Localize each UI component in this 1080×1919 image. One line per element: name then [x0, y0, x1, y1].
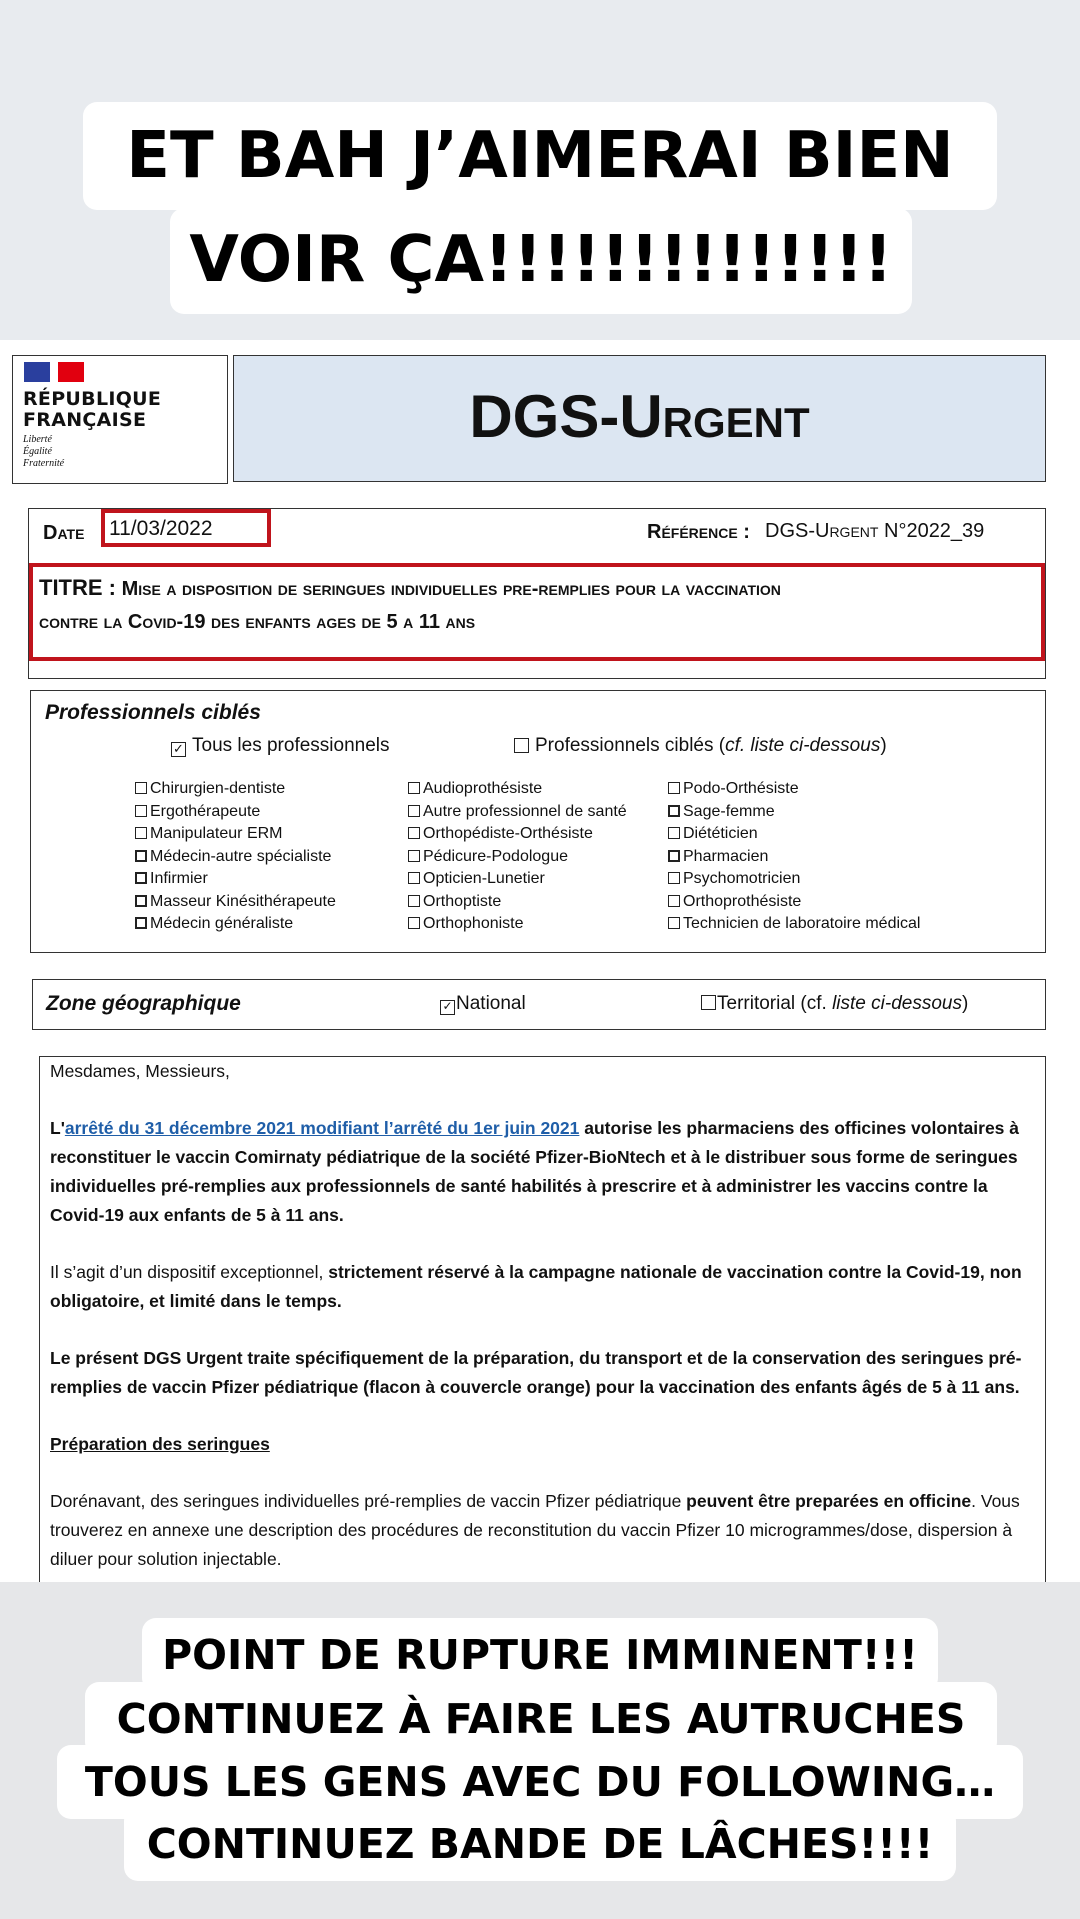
professionnels-box: [30, 690, 1046, 953]
checkbox-checked-icon[interactable]: ✓: [171, 742, 186, 757]
title-label: TITRE :: [39, 575, 116, 600]
checkbox-icon[interactable]: [135, 895, 147, 907]
profession-item[interactable]: Diététicien: [668, 825, 920, 848]
flag-icon: [24, 362, 84, 382]
profession-item[interactable]: Médecin généraliste: [135, 915, 336, 938]
header-title: DGS-Urgent: [469, 383, 810, 450]
checkbox-icon[interactable]: [408, 872, 420, 884]
checkbox-icon[interactable]: [514, 738, 529, 753]
logo-motto-1: Liberté: [23, 434, 52, 445]
logo-motto-3: Fraternité: [23, 458, 65, 469]
checkbox-icon[interactable]: [668, 782, 680, 794]
salutation: Mesdames, Messieurs,: [50, 1061, 230, 1081]
top-caption-line-2: VOIR ÇA!!!!!!!!!!!!!!: [170, 208, 912, 314]
checkbox-icon[interactable]: [668, 805, 680, 817]
checkbox-icon[interactable]: [408, 895, 420, 907]
bottom-caption-line-4: CONTINUEZ BANDE DE LÂCHES!!!!: [124, 1807, 956, 1881]
zone-territorial-italic: liste ci-dessous: [832, 993, 962, 1014]
profession-item[interactable]: Chirurgien-dentiste: [135, 780, 336, 803]
professionals-column-1: [135, 780, 336, 938]
zone-heading: Zone géographique: [46, 992, 241, 1015]
profession-item[interactable]: Podo-Orthésiste: [668, 780, 920, 803]
checkbox-checked-icon[interactable]: ✓: [440, 1000, 455, 1015]
zone-national-label: National: [456, 993, 526, 1014]
option-targeted-label: Professionnels ciblés (: [535, 735, 726, 756]
checkbox-icon[interactable]: [408, 782, 420, 794]
meta-box: [28, 508, 1046, 679]
checkbox-icon[interactable]: [135, 805, 147, 817]
checkbox-icon[interactable]: [408, 827, 420, 839]
option-targeted-italic: cf. liste ci-dessous: [725, 735, 881, 756]
date-label: Date: [43, 522, 85, 544]
arrete-link[interactable]: arrêté du 31 décembre 2021 modifiant l’arrêté du 1er juin 2021: [64, 1118, 580, 1138]
bottom-caption-area: [0, 1582, 1080, 1919]
paragraph-4: Dorénavant, des seringues individuelles pré-remplies de vaccin Pfizer pédiatrique peuvent être preparées en officine. Vous trouverez en annexe une description des procédures de reconstitution du vaccin Pfizer 10 microgrammes/dose, dispersion à diluer pour solution injectable.: [50, 1491, 1020, 1569]
profession-item[interactable]: Orthoprothésiste: [668, 893, 920, 916]
profession-item[interactable]: Médecin-autre spécialiste: [135, 848, 336, 871]
letter-body: [50, 1057, 1040, 1574]
zone-geographique-box: [32, 979, 1046, 1030]
reference-label: Référence :: [647, 521, 750, 543]
checkbox-icon[interactable]: [135, 872, 147, 884]
checkbox-icon[interactable]: [701, 995, 716, 1010]
logo-name-line-2: FRANÇAISE: [23, 409, 147, 431]
checkbox-icon[interactable]: [668, 850, 680, 862]
date-value: 11/03/2022: [109, 517, 213, 540]
option-targeted-end: ): [880, 735, 887, 756]
checkbox-icon[interactable]: [668, 895, 680, 907]
reference-value: DGS-Urgent N°2022_39: [765, 520, 985, 542]
title-text-1: Mise a disposition de seringues individuelles pre-remplies pour la vaccination: [121, 578, 781, 600]
checkbox-icon[interactable]: [408, 805, 420, 817]
profession-item[interactable]: Sage-femme: [668, 803, 920, 826]
profession-item[interactable]: Autre professionnel de santé: [408, 803, 627, 826]
professionnels-heading: Professionnels ciblés: [45, 701, 261, 724]
paragraph-1: L'arrêté du 31 décembre 2021 modifiant l’arrêté du 1er juin 2021 autorise les pharmaciens des officines volontaires à reconstituer le vaccin Comirnaty pédiatrique de la société Pfizer-BioNtech et à le distribuer sous forme de seringues individuelles pré-remplies aux professionnels de santé habilités à prescrire et à administrer les vaccins contre la Covid-19 aux enfants de 5 à 11 ans.: [50, 1118, 1020, 1225]
checkbox-icon[interactable]: [668, 872, 680, 884]
zone-national-option[interactable]: [440, 993, 526, 1015]
bottom-caption-line-3: TOUS LES GENS AVEC DU FOLLOWING…: [57, 1745, 1023, 1819]
option-all-label: Tous les professionnels: [192, 735, 390, 756]
logo-motto-2: Égalité: [23, 446, 52, 457]
title-line-1: [39, 575, 781, 601]
profession-item[interactable]: Orthophoniste: [408, 915, 627, 938]
republique-logo-box: [12, 355, 228, 484]
option-targeted-professionals[interactable]: [514, 735, 887, 757]
profession-item[interactable]: Pédicure-Podologue: [408, 848, 627, 871]
checkbox-icon[interactable]: [668, 917, 680, 929]
bottom-caption-line-2: CONTINUEZ À FAIRE LES AUTRUCHES: [85, 1682, 997, 1756]
document-page: [0, 340, 1080, 1582]
profession-item[interactable]: Masseur Kinésithérapeute: [135, 893, 336, 916]
title-line-2: contre la Covid-19 des enfants ages de 5 a 11 ans: [39, 611, 476, 633]
checkbox-icon[interactable]: [135, 850, 147, 862]
profession-item[interactable]: Orthoptiste: [408, 893, 627, 916]
checkbox-icon[interactable]: [408, 850, 420, 862]
paragraph-2: Il s’agit d’un dispositif exceptionnel, strictement réservé à la campagne nationale de vaccination contre la Covid-19, non obligatoire, et limité dans le temps.: [50, 1262, 1022, 1311]
bottom-caption-line-1: POINT DE RUPTURE IMMINENT!!!: [142, 1618, 938, 1692]
top-caption-area: [0, 0, 1080, 340]
checkbox-icon[interactable]: [668, 827, 680, 839]
top-caption-line-1: ET BAH J’AIMERAI BIEN: [83, 102, 997, 210]
zone-territorial-label: Territorial (cf.: [717, 993, 833, 1014]
option-all-professionals[interactable]: [171, 735, 390, 757]
dgs-urgent-header: [233, 355, 1046, 482]
profession-item[interactable]: Audioprothésiste: [408, 780, 627, 803]
profession-item[interactable]: Psychomotricien: [668, 870, 920, 893]
logo-name-line-1: RÉPUBLIQUE: [23, 388, 162, 410]
profession-item[interactable]: Pharmacien: [668, 848, 920, 871]
checkbox-icon[interactable]: [135, 782, 147, 794]
profession-item[interactable]: Infirmier: [135, 870, 336, 893]
profession-item[interactable]: Ergothérapeute: [135, 803, 336, 826]
professionals-column-2: [408, 780, 627, 938]
profession-item[interactable]: Orthopédiste-Orthésiste: [408, 825, 627, 848]
checkbox-icon[interactable]: [135, 827, 147, 839]
paragraph-3: Le présent DGS Urgent traite spécifiquement de la préparation, du transport et de la conservation des seringues pré-remplies de vaccin Pfizer pédiatrique (flacon à couvercle orange) pour la vaccination des enfants âgés de 5 à 11 ans.: [50, 1348, 1022, 1397]
section-heading: Préparation des seringues: [50, 1434, 270, 1454]
zone-territorial-end: ): [961, 993, 969, 1014]
zone-territorial-option[interactable]: [701, 993, 968, 1015]
profession-item[interactable]: Technicien de laboratoire médical: [668, 915, 920, 938]
profession-item[interactable]: Opticien-Lunetier: [408, 870, 627, 893]
professionals-column-3: [668, 780, 920, 938]
checkbox-icon[interactable]: [408, 917, 420, 929]
profession-item[interactable]: Manipulateur ERM: [135, 825, 336, 848]
checkbox-icon[interactable]: [135, 917, 147, 929]
